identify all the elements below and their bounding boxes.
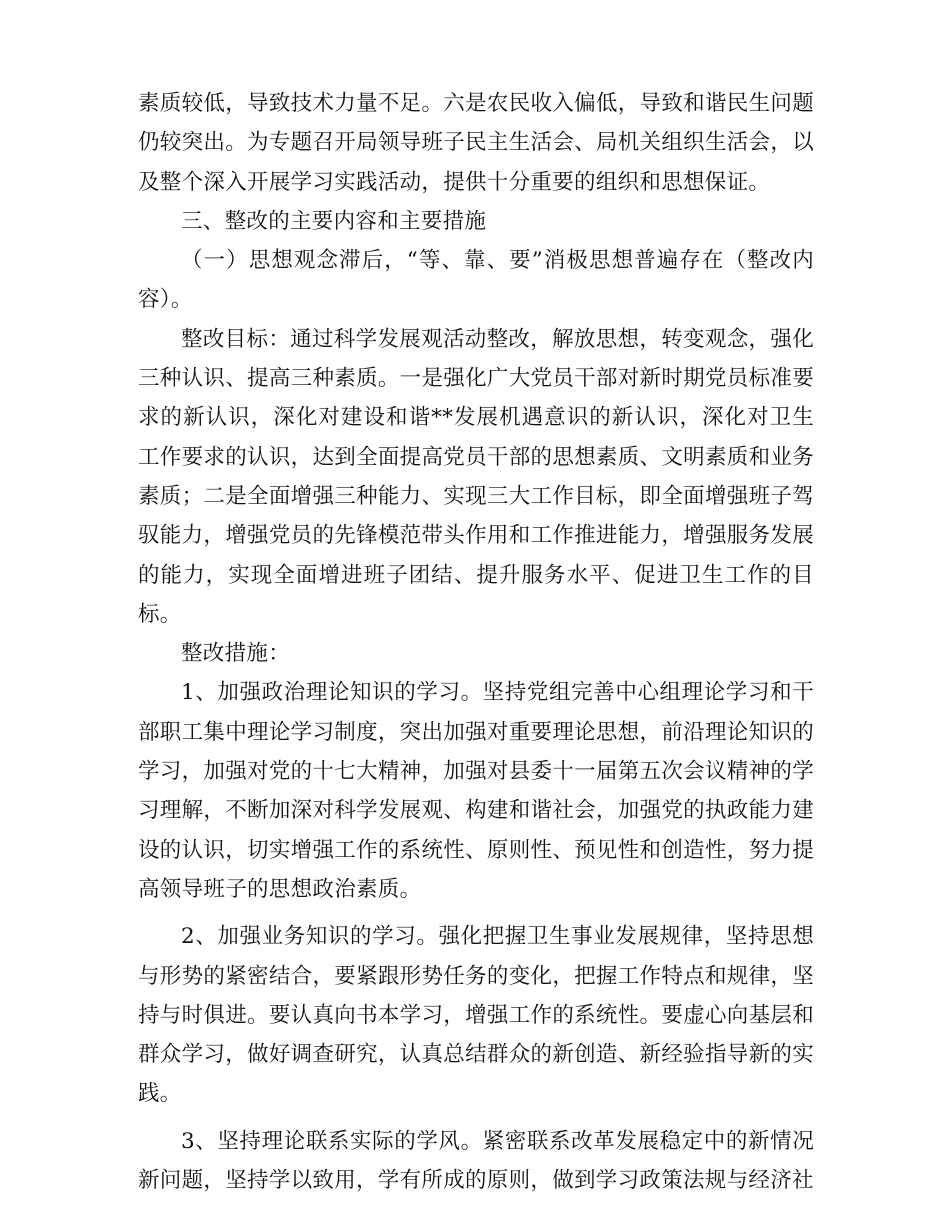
subsection-heading: （一）思想观念滞后，“等、靠、要”消极思想普遍存在（整改内容）。	[138, 248, 814, 313]
section-heading: 三、整改的主要内容和主要措施	[181, 208, 487, 234]
paragraph-item-1: 1、加强政治理论知识的学习。坚持党组完善中心组理论学习和干部职工集中理论学习制度，突出加强对重要理论思想，前沿理论知识的学习，加强对党的十七大精神，加强对县委十一届第五次会议精神的学习理解，不断加深对科学发展观、构建和谐社会，加强党的执政能力建设的认识，切实增强工作的系统性、原则性、预见性和创造性，努力提高领导班子的思想政治素质。	[138, 680, 814, 902]
document-body	[138, 84, 814, 1200]
paragraph-item-2: 2、加强业务知识的学习。强化把握卫生事业发展规律，坚持思想与形势的紧密结合，要紧跟形势任务的变化，把握工作特点和规律，坚持与时俱进。要认真向书本学习，增强工作的系统性。要虚心向基层和群众学习，做好调查研究，认真总结群众的新创造、新经验指导新的实践。	[138, 924, 814, 1107]
paragraph-item-3: 3、坚持理论联系实际的学风。紧密联系改革发展稳定中的新情况新问题，坚持学以致用，学有所成的原则，做到学习政策法规与经济社	[138, 1128, 814, 1194]
paragraph-continuation: 素质较低，导致技术力量不足。六是农民收入偏低，导致和谐民生问题仍较突出。为专题召开局领导班子民主生活会、局机关组织生活会，以及整个深入开展学习实践活动，提供十分重要的组织和思想保证。	[138, 91, 814, 195]
paragraph-measures-label: 整改措施：	[181, 641, 291, 667]
paragraph-rectification-goal: 整改目标：通过科学发展观活动整改，解放思想，转变观念，强化三种认识、提高三种素质。一是强化广大党员干部对新时期党员标准要求的新认识，深化对建设和谐**发展机遇意识的新认识，深化对卫生工作要求的认识，达到全面提高党员干部的思想素质、文明素质和业务素质；二是全面增强三种能力、实现三大工作目标，即全面增强班子驾驭能力，增强党员的先锋模范带头作用和工作推进能力，增强服务发展的能力，实现全面增进班子团结、提升服务水平、促进卫生工作的目标。	[138, 326, 814, 627]
